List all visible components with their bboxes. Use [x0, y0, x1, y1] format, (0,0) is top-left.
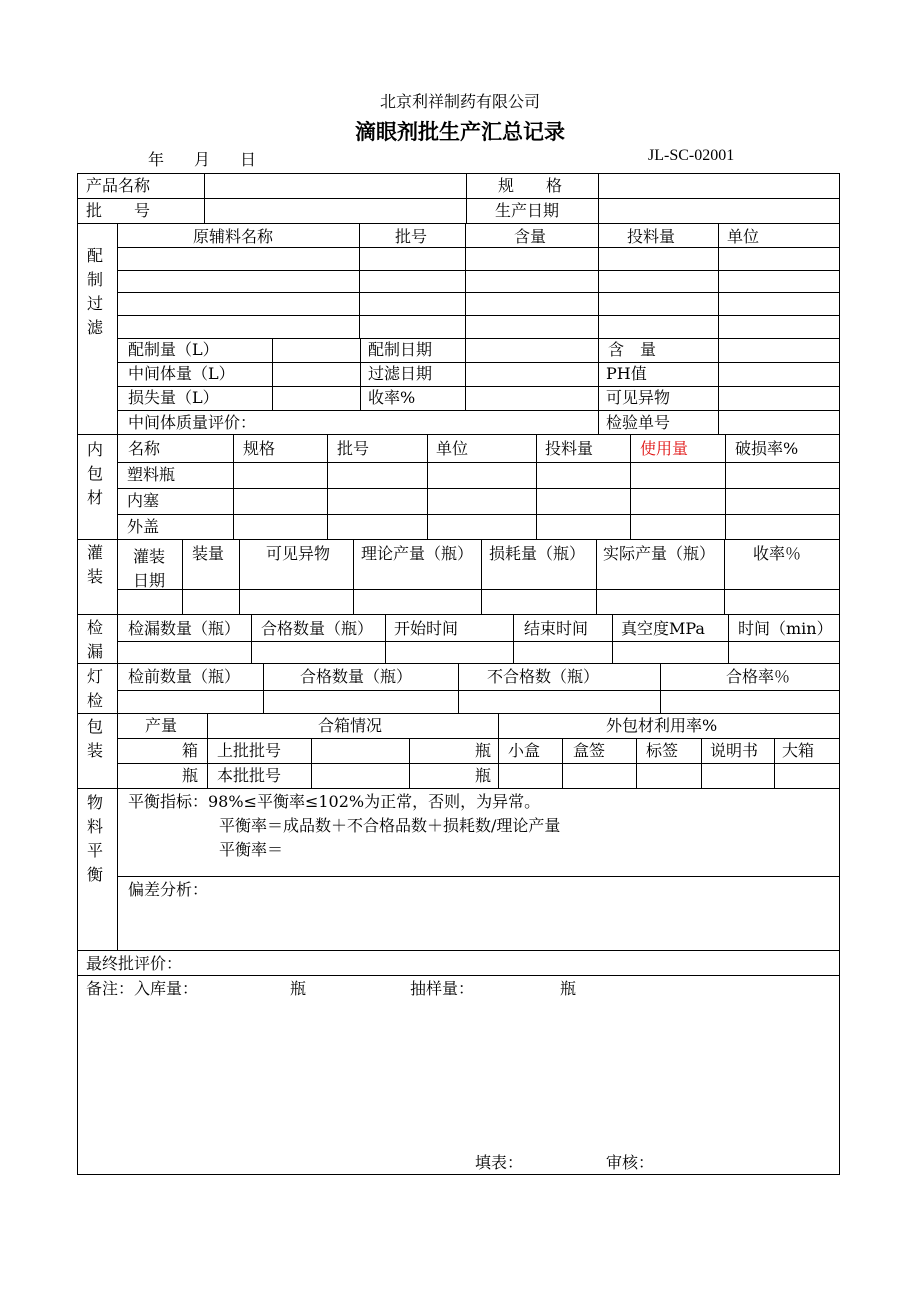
col-unqualified-qty: 不合格数（瓶）: [487, 667, 600, 686]
col-actual-output: 实际产量（瓶）: [603, 544, 716, 563]
carton-label: 大箱: [782, 741, 815, 760]
month-label: 月: [194, 150, 211, 169]
col-visible-particle: 可见异物: [266, 544, 331, 563]
col-filling-date: 灌装日期: [133, 547, 166, 590]
col-input: 投料量: [627, 227, 676, 246]
col-material-name: 原辅料名称: [193, 227, 274, 246]
reviewed-by-label: 审核：: [606, 1153, 655, 1172]
section-lamp-inspection: 灯检: [86, 667, 103, 710]
section-packing: 包装: [86, 717, 103, 760]
col-start-time: 开始时间: [394, 619, 459, 638]
col-qualified-rate: 合格率％: [726, 667, 791, 686]
test-number-label: 检验单号: [606, 413, 671, 432]
quality-evaluation-label: 中间体质量评价：: [128, 413, 257, 432]
col-name: 名称: [128, 439, 161, 458]
box-label-label: 盒签: [573, 741, 606, 760]
company-name: 北京利祥制药有限公司: [379, 92, 540, 111]
section-filling: 灌装: [86, 543, 103, 586]
sample-bottle-unit: 瓶: [560, 979, 577, 998]
col-fill-volume: 装量: [192, 544, 225, 563]
section-material-balance: 物料平衡: [86, 793, 103, 884]
page-title: 滴眼剂批生产汇总记录: [355, 119, 565, 144]
balance-formula-text: 平衡率＝成品数＋不合格品数＋损耗数/理论产量: [219, 816, 561, 835]
section-compounding: 配制过滤: [86, 246, 103, 337]
filled-by-label: 填表：: [475, 1153, 524, 1172]
outer-material-rate-label: 外包材利用率%: [606, 716, 718, 735]
col-qualified-qty: 合格数量（瓶）: [300, 667, 413, 686]
bottle-unit-label-2: 瓶: [182, 766, 199, 785]
small-box-label: 小盒: [508, 741, 541, 760]
col-theoretical-output: 理论产量（瓶）: [361, 544, 474, 563]
col-usage: 使用量: [640, 439, 689, 458]
bottle-unit-label-3: 瓶: [475, 766, 492, 785]
col-content: 含量: [514, 227, 547, 246]
form-code: JL-SC-02001: [648, 147, 735, 164]
intermediate-amount-label: 中间体量（L）: [128, 364, 235, 383]
output-label: 产量: [145, 716, 178, 735]
compound-amount-label: 配制量（L）: [128, 340, 219, 359]
col-batch: 批号: [337, 439, 370, 458]
row-outer-cap: 外盖: [127, 517, 160, 536]
col-pre-inspection-qty: 检前数量（瓶）: [128, 667, 241, 686]
col-leak-qty: 检漏数量（瓶）: [128, 619, 241, 638]
yield-label: 收率%: [368, 388, 416, 407]
day-label: 日: [240, 150, 257, 169]
leaflet-label: 说明书: [710, 741, 759, 760]
spec-label: 规 格: [498, 176, 563, 195]
col-end-time: 结束时间: [524, 619, 589, 638]
remark-bottle-unit: 瓶: [290, 979, 307, 998]
row-inner-plug: 内塞: [127, 491, 160, 510]
final-evaluation-label: 最终批评价：: [86, 954, 183, 973]
compound-date-label: 配制日期: [368, 340, 433, 359]
col-input: 投料量: [545, 439, 594, 458]
row-plastic-bottle: 塑料瓶: [127, 465, 176, 484]
col-unit: 单位: [436, 439, 469, 458]
remark-label: 备注：入库量：: [86, 979, 199, 998]
visible-particle-label: 可见异物: [606, 388, 671, 407]
col-pass-qty: 合格数量（瓶）: [261, 619, 374, 638]
col-duration: 时间（min）: [738, 619, 833, 638]
col-batch: 批号: [395, 227, 428, 246]
product-name-label: 产品名称: [86, 176, 151, 195]
this-batch-label: 本批批号: [217, 766, 282, 785]
col-spec: 规格: [243, 439, 276, 458]
section-inner-pack: 内包材: [86, 440, 103, 507]
ph-label: PH值: [606, 364, 647, 383]
sample-qty-label: 抽样量：: [410, 979, 475, 998]
content-label: 含 量: [608, 340, 657, 359]
col-unit: 单位: [727, 227, 760, 246]
filter-date-label: 过滤日期: [368, 364, 433, 383]
bottle-unit-label: 瓶: [475, 741, 492, 760]
col-vacuum: 真空度MPa: [621, 619, 705, 638]
balance-result-text: 平衡率＝: [219, 840, 284, 859]
prev-batch-label: 上批批号: [217, 741, 282, 760]
col-loss-qty: 损耗量（瓶）: [489, 544, 586, 563]
label-label: 标签: [646, 741, 679, 760]
balance-index-text: 平衡指标：98%≤平衡率≤102%为正常，否则，为异常。: [128, 792, 541, 811]
year-label: 年: [148, 150, 165, 169]
case-status-label: 合箱情况: [318, 716, 383, 735]
col-breakage: 破损率%: [735, 439, 799, 458]
box-unit-label: 箱: [182, 741, 199, 760]
loss-label: 损失量（L）: [128, 388, 219, 407]
production-date-label: 生产日期: [495, 201, 560, 220]
batch-label: 批 号: [86, 201, 151, 220]
section-leak-test: 检漏: [86, 618, 103, 661]
deviation-analysis-label: 偏差分析：: [128, 880, 209, 899]
col-yield-rate: 收率％: [753, 544, 802, 563]
